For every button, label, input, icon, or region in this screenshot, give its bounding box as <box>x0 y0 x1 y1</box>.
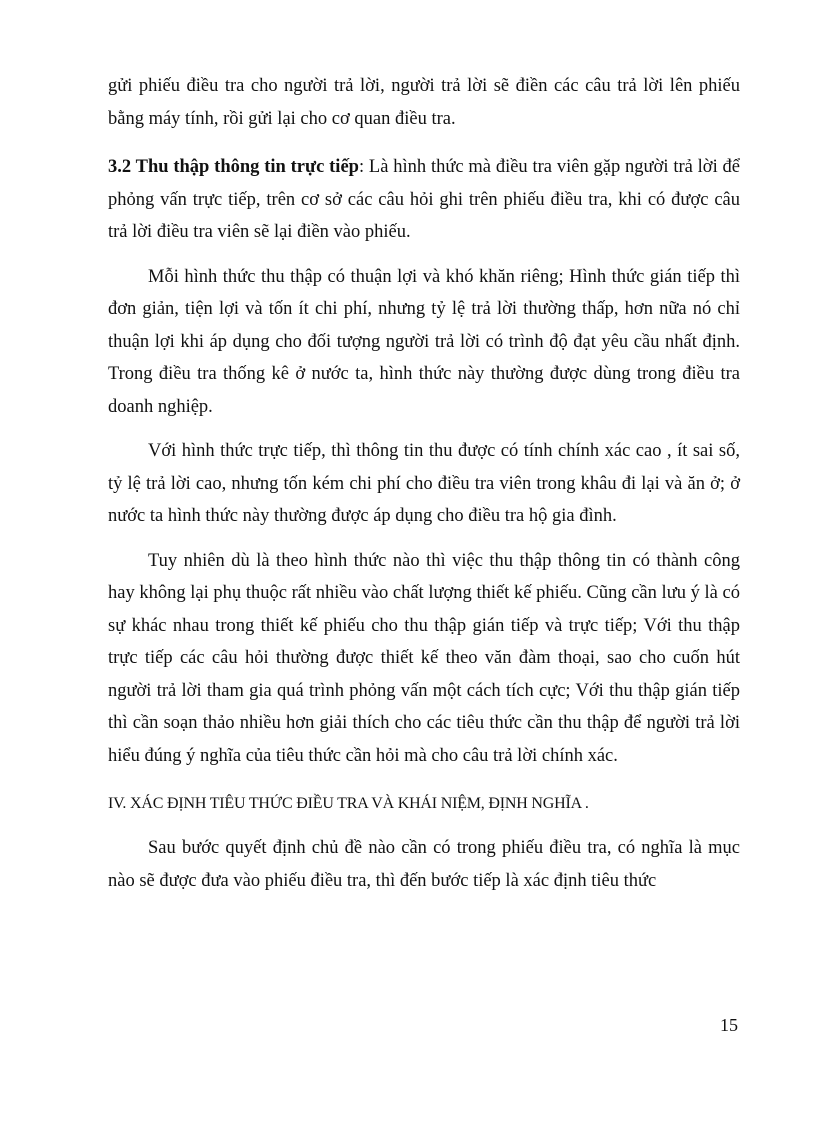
paragraph-section-iv-intro: Sau bước quyết định chủ đề nào cần có trong phiếu điều tra, có nghĩa là mục nào sẽ được đưa vào phiếu điều tra, thì đến bước tiếp là xác định tiêu thức <box>108 838 740 891</box>
paragraph-continuation: gửi phiếu điều tra cho người trả lời, người trả lời sẽ điền các câu trả lời lên phiếu bằng máy tính, rồi gửi lại cho cơ quan điều tra. <box>108 76 740 129</box>
paragraph-advantages: Mỗi hình thức thu thập có thuận lợi và khó khăn riêng; Hình thức gián tiếp thì đơn giản, tiện lợi và tốn ít chi phí, nhưng tỷ lệ trả lời thường thấp, hơn nữa nó chỉ thuận lợi khi áp dụng cho đối tượng người trả lời có trình độ đạt yêu cầu nhất định. Trong điều tra thống kê ở nước ta, hình thức này thường được dùng trong điều tra doanh nghiệp. <box>108 266 740 417</box>
section-3-2-text: : Là hình thức mà điều tra viên gặp người trả lời để phỏng vấn trực tiếp, trên cơ sở các câu hỏi ghi trên phiếu điều tra, khi có được câu trả lời điều tra viên sẽ lại điền vào phiếu. <box>108 157 740 242</box>
paragraph-questionnaire-design: Tuy nhiên dù là theo hình thức nào thì việc thu thập thông tin có thành công hay không lại phụ thuộc rất nhiều vào chất lượng thiết kế phiếu. Cũng cần lưu ý là có sự khác nhau trong thiết kế phiếu cho thu thập gián tiếp và trực tiếp; Với thu thập trực tiếp các câu hỏi thường được thiết kế theo văn đàm thoại, sao cho cuốn hút người trả lời tham gia quá trình phỏng vấn một cách tích cực; Với thu thập gián tiếp thì cần soạn thảo nhiều hơn giải thích cho các tiêu thức cần thu thập để người trả lời hiểu đúng ý nghĩa của tiêu thức cần hỏi mà cho câu trả lời chính xác. <box>108 550 740 766</box>
page-number: 15 <box>720 1015 738 1035</box>
paragraph-direct-method: Với hình thức trực tiếp, thì thông tin thu được có tính chính xác cao , ít sai số, tỷ lệ trả lời cao, nhưng tốn kém chi phí cho điều tra viên trong khâu đi lại và ăn ở; ở nước ta hình thức này thường được áp dụng cho điều tra hộ gia đình. <box>108 441 740 526</box>
paragraph-section-3-2 <box>108 151 740 249</box>
page-body <box>108 70 740 897</box>
section-iv-heading: IV. XÁC ĐỊNH TIÊU THỨC ĐIỀU TRA VÀ KHÁI NIỆM, ĐỊNH NGHĨA . <box>108 795 589 812</box>
section-3-2-label: 3.2 Thu thập thông tin trực tiếp <box>108 157 359 177</box>
